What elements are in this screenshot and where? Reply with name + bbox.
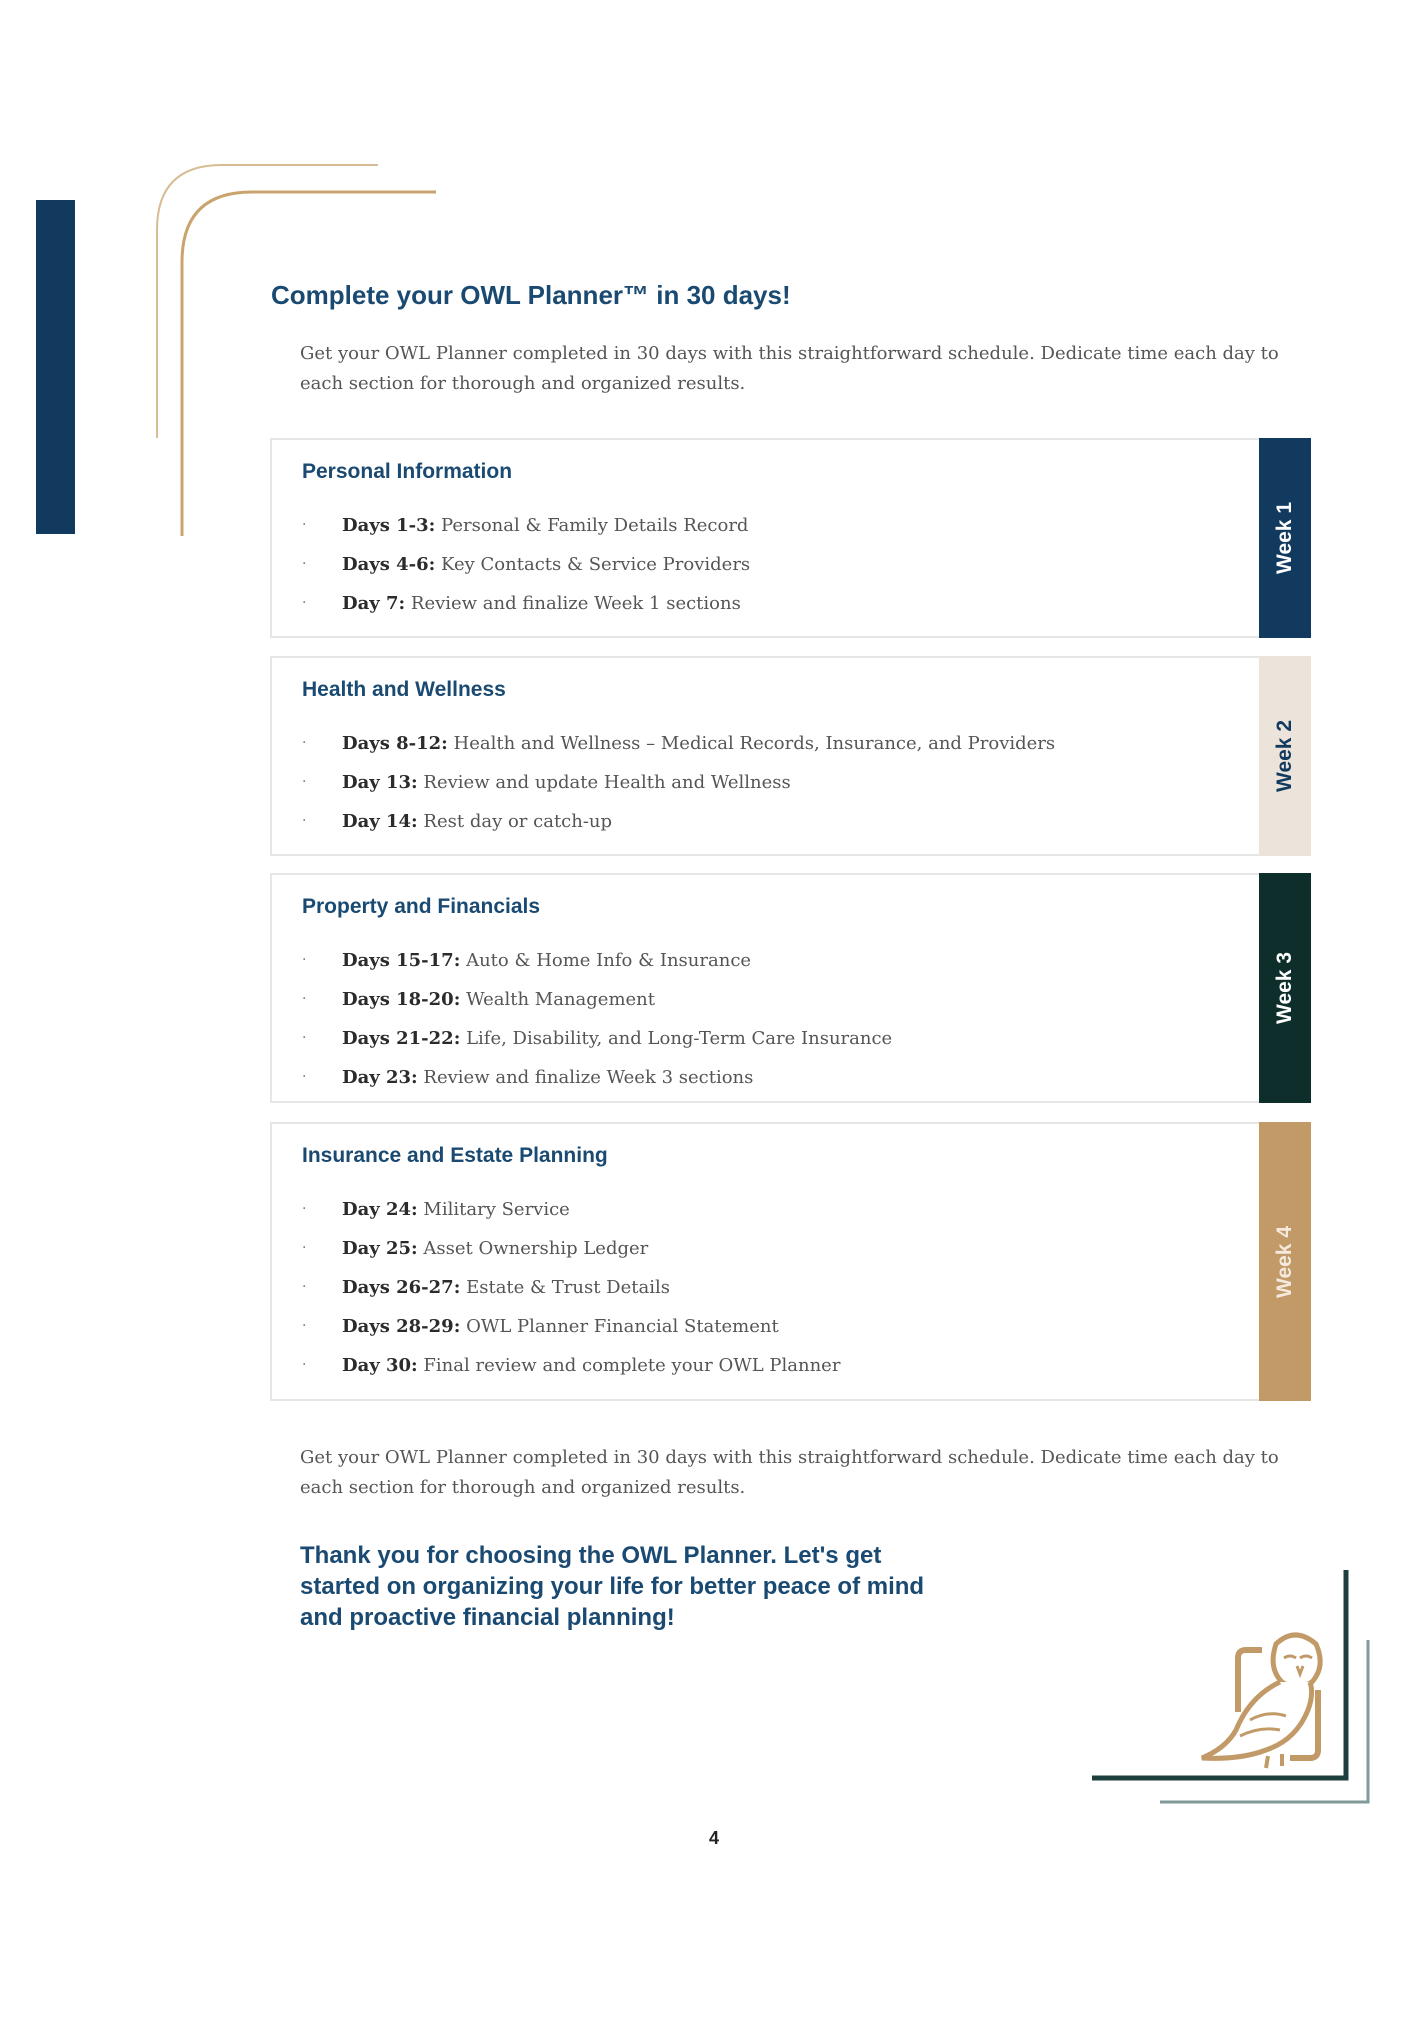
schedule-item [272,763,1055,802]
week-1-title: Personal Information [302,460,513,483]
schedule-item [272,724,1055,763]
task-description: OWL Planner Financial Statement [460,1316,779,1337]
week-4-tab-label: Week 4 [1273,1225,1296,1298]
bullet-icon: · [302,1069,307,1085]
bullet-icon: · [302,595,307,611]
week-3-schedule-list [272,941,892,1097]
schedule-item [272,545,750,584]
day-range-label: Day 14: [342,811,418,832]
task-description: Estate & Trust Details [460,1277,670,1298]
task-description: Final review and complete your OWL Planner [417,1355,841,1376]
task-description: Asset Ownership Ledger [417,1238,649,1259]
task-description: Review and update Health and Wellness [417,772,791,793]
bullet-icon: · [302,991,307,1007]
schedule-item [272,506,750,545]
task-description: Review and finalize Week 3 sections [417,1067,754,1088]
bullet-icon: · [302,1357,307,1373]
page-title: Complete your OWL Planner™ in 30 days! [271,280,791,310]
task-description: Military Service [417,1199,570,1220]
bullet-icon: · [302,1318,307,1334]
bullet-icon: · [302,1030,307,1046]
schedule-item [272,1019,892,1058]
bullet-icon: · [302,517,307,533]
schedule-item [272,1190,840,1229]
week-2-schedule-list [272,724,1055,841]
day-range-label: Days 18-20: [342,989,461,1010]
day-range-label: Days 26-27: [342,1277,461,1298]
day-range-label: Day 25: [342,1238,418,1259]
day-range-label: Days 4-6: [342,554,436,575]
week-4-title: Insurance and Estate Planning [302,1144,608,1167]
week-2-tab [1259,656,1311,856]
week-3-tab-label: Week 3 [1273,952,1296,1024]
day-range-label: Day 24: [342,1199,418,1220]
week-2-tab-label: Week 2 [1273,720,1296,792]
bullet-icon: · [302,735,307,751]
closing-message: Thank you for choosing the OWL Planner. Let's get started on organizing your life for better peace of mind and proactive financial planning! [300,1542,925,1631]
day-range-label: Day 30: [342,1355,418,1376]
week-3-tab [1259,873,1311,1103]
week-3-title: Property and Financials [302,895,541,918]
outro-paragraph: Get your OWL Planner completed in 30 days with this straightforward schedule. Dedicate time each day to each section for thorough and organized results. [300,1447,1279,1498]
day-range-label: Days 21-22: [342,1028,461,1049]
week-2-title: Health and Wellness [302,678,506,701]
day-range-label: Day 23: [342,1067,418,1088]
task-description: Rest day or catch-up [417,811,613,832]
day-range-label: Days 1-3: [342,515,436,536]
schedule-item [272,1229,840,1268]
schedule-item [272,1307,840,1346]
task-description: Personal & Family Details Record [435,515,749,536]
week-1-tab-label: Week 1 [1273,502,1296,574]
week-3-card [270,873,1311,1103]
task-description: Key Contacts & Service Providers [435,554,751,575]
week-1-tab [1259,438,1311,638]
day-range-label: Days 15-17: [342,950,461,971]
schedule-item [272,980,892,1019]
page-number: 4 [708,1828,719,1848]
week-1-schedule-list [272,506,750,623]
schedule-item [272,584,750,623]
task-description: Life, Disability, and Long-Term Care Insurance [460,1028,893,1049]
task-description: Review and finalize Week 1 sections [405,593,741,614]
week-4-tab [1259,1122,1311,1401]
intro-paragraph: Get your OWL Planner completed in 30 days with this straightforward schedule. Dedicate time each day to each section for thorough and organized results. [300,343,1279,394]
bullet-icon: · [302,556,307,572]
week-4-card [270,1122,1311,1401]
week-1-card [270,438,1311,638]
schedule-item [272,1346,840,1385]
day-range-label: Days 8-12: [342,733,448,754]
bullet-icon: · [302,1279,307,1295]
schedule-item [272,941,892,980]
day-range-label: Day 7: [342,593,406,614]
bullet-icon: · [302,813,307,829]
week-4-schedule-list [272,1190,840,1385]
task-description: Health and Wellness – Medical Records, Insurance, and Providers [447,733,1056,754]
schedule-item [272,1058,892,1097]
owl-logo-icon [1090,1570,1380,1810]
bullet-icon: · [302,952,307,968]
task-description: Wealth Management [460,989,656,1010]
task-description: Auto & Home Info & Insurance [460,950,752,971]
schedule-item [272,1268,840,1307]
week-2-card [270,656,1311,856]
bullet-icon: · [302,1201,307,1217]
bullet-icon: · [302,774,307,790]
schedule-item [272,802,1055,841]
day-range-label: Day 13: [342,772,418,793]
day-range-label: Days 28-29: [342,1316,461,1337]
bullet-icon: · [302,1240,307,1256]
